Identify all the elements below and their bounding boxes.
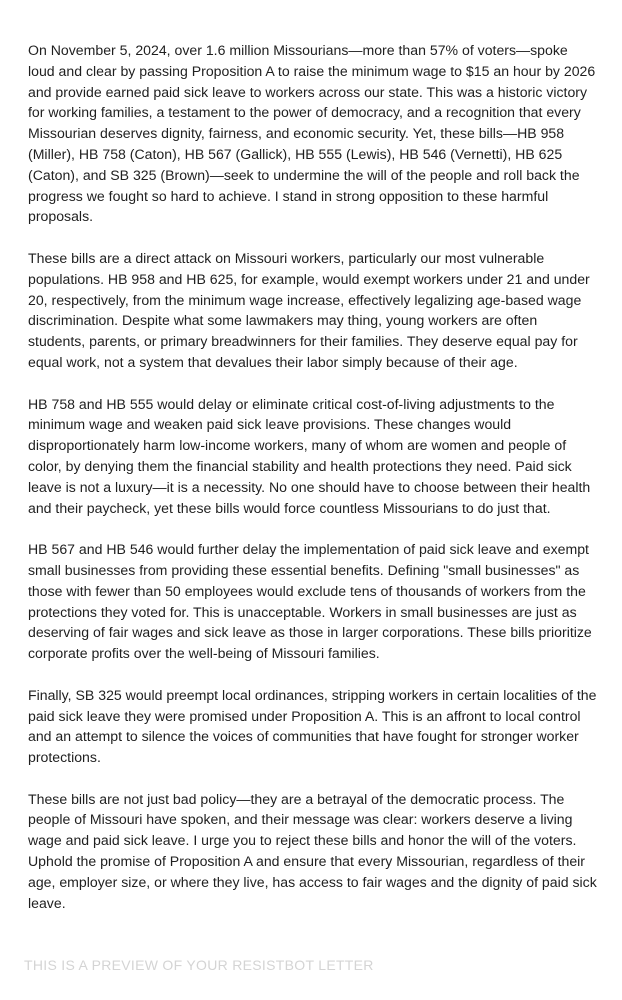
letter-paragraph-age-discrimination: These bills are a direct attack on Missouri workers, particularly our most vulnerable populations. HB 958 and HB 625, for example, would exempt workers under 21 and under 20, respectively, from the minimum wage increase, effectively legalizing age-based wage discrimination. Despite what some lawmakers may thing, young workers are often students, parents, or primary breadwinners for their families. They deserve equal pay for equal work, not a system that devalues their labor simply because of their age. (28, 249, 590, 370)
letter-paragraph-cost-of-living: HB 758 and HB 555 would delay or eliminate critical cost-of-living adjustments to the minimum wage and weaken paid sick leave provisions. These changes would disproportionately harm low-income workers, many of whom are women and people of color, by denying them the financial stability and health protections they need. Paid sick leave is not a luxury—it is a necessity. No one should have to choose between their health and their paycheck, yet these bills would force countless Missourians to do just that. (28, 395, 591, 516)
letter-paragraph-conclusion: These bills are not just bad policy—they are a betrayal of the democratic process. The people of Missouri have spoken, and their message was clear: workers deserve a living wage and paid sick leave. I urge you to reject these bills and honor the will of the voters. Uphold the promise of Proposition A and ensure that every Missourian, regardless of their age, employer size, or where they live, has access to fair wages and the dignity of paid sick leave. (28, 790, 597, 911)
letter-paragraph-preemption: Finally, SB 325 would preempt local ordinances, stripping workers in certain localities of the paid sick leave they were promised under Proposition A. This is an affront to local control and an attempt to silence the voices of communities that have fought for stronger worker protections. (28, 686, 597, 766)
letter-body (28, 40, 598, 934)
preview-notice: THIS IS A PREVIEW OF YOUR RESISTBOT LETTER (24, 957, 374, 973)
letter-paragraph-small-businesses: HB 567 and HB 546 would further delay the implementation of paid sick leave and exempt small businesses from providing these essential benefits. Defining "small businesses" as those with fewer than 50 employees would exclude tens of thousands of workers from the protections they voted for. This is unacceptable. Workers in small businesses are just as deserving of fair wages and sick leave as those in larger corporations. These bills prioritize corporate profits over the well-being of Missouri families. (28, 541, 592, 662)
letter-paragraph-intro: On November 5, 2024, over 1.6 million Missourians—more than 57% of voters—spoke loud and clear by passing Proposition A to raise the minimum wage to $15 an hour by 2026 and provide earned paid sick leave to workers across our state. This was a historic victory for working families, a testament to the power of democracy, and a recognition that every Missourian deserves dignity, fairness, and economic security. Yet, these bills—HB 958 (Miller), HB 758 (Caton), HB 567 (Gallick), HB 555 (Lewis), HB 546 (Vernetti), HB 625 (Caton), and SB 325 (Brown)—seek to undermine the will of the people and roll back the progress we fought so hard to achieve. I stand in strong opposition to these harmful proposals. (28, 42, 596, 225)
